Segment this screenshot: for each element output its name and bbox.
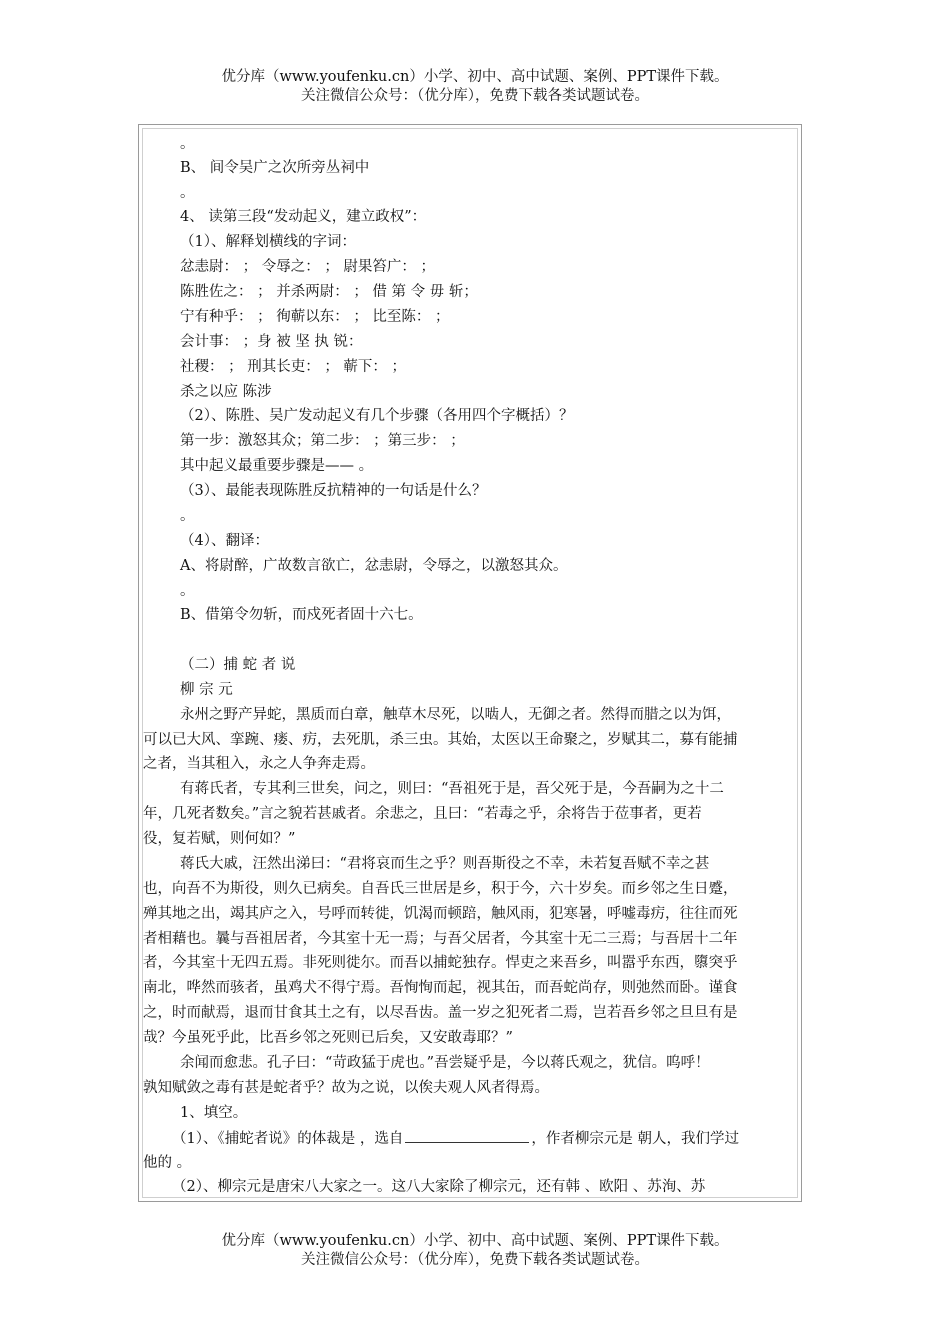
text-line: 忿恚尉： ； 令辱之： ； 尉果笞广： ；: [180, 259, 436, 275]
paragraph-line: 之者，当其租入，永之人争奔走焉。: [143, 756, 375, 772]
text-line: 。: [180, 583, 195, 599]
paragraph-line: 者相藉也。曩与吾祖居者，今其室十无一焉；与吾父居者，今其室十无二三焉；与吾居十二年: [143, 931, 738, 947]
paragraph-line: 年，几死者数矣。”言之貌若甚戚者。余悲之，且曰：“若毒之乎，余将告于莅事者，更若: [143, 806, 702, 822]
text-line: 第一步：激怒其众；第二步： ；第三步： ；: [180, 433, 465, 449]
text-line: 宁有种乎： ； 徇蕲以东： ； 比至陈： ；: [180, 309, 450, 325]
text-line: （3）、最能表现陈胜反抗精神的一句话是什么？: [180, 483, 487, 499]
paragraph-line: 孰知赋敛之毒有甚是蛇者乎？故为之说，以俟夫观人风者得焉。: [143, 1080, 549, 1096]
text-line: A、将尉醉，广故数言欲亡，忿恚尉，令辱之，以激怒其众。: [180, 558, 568, 574]
exercise-heading: 1、填空。: [180, 1105, 248, 1121]
text-line: 。: [180, 508, 195, 524]
article-author: 柳 宗 元: [180, 682, 233, 698]
answer-blank[interactable]: [405, 1128, 529, 1143]
paragraph-line: 永州之野产异蛇，黑质而白章，触草木尽死，以啮人，无御之者。然得而腊之以为饵，: [180, 707, 731, 723]
paragraph-line: 者，今其室十无四五焉。非死则徙尔。而吾以捕蛇独存。悍吏之来吾乡，叫嚣乎东西，隳突乎: [143, 955, 738, 971]
text-line: （2）、陈胜、吴广发动起义有几个步骤（各用四个字概括）？: [180, 408, 574, 424]
paragraph-line: 南北，哗然而骇者，虽鸡犬不得宁焉。吾恂恂而起，视其缶，而吾蛇尚存，则弛然而卧。谨食: [143, 980, 738, 996]
text-line: B、 间令吴广之次所旁丛祠中: [180, 160, 370, 176]
exercise-line: 他的 。: [143, 1155, 192, 1171]
exercise-text: （1）、《捕蛇者说》的体裁是 ，选自: [172, 1131, 404, 1147]
paragraph-line: 殚其地之出，竭其庐之入，号呼而转徙，饥渴而顿踣，触风雨，犯寒暑，呼嘘毒疠，往往而死: [143, 906, 738, 922]
text-line: （4）、翻译：: [180, 533, 269, 549]
paragraph-line: 余闻而愈悲。孔子曰：“苛政猛于虎也。”吾尝疑乎是，今以蒋氏观之，犹信。呜呼！: [180, 1055, 710, 1071]
text-line: 其中起义最重要步骤是—— 。: [180, 458, 374, 474]
paragraph-line: 也，向吾不为斯役，则久已病矣。自吾氏三世居是乡，积于今，六十岁矣。而乡邻之生日蹙，: [143, 881, 738, 897]
header-line-2: 关注微信公众号：（优分库），免费下载各类试题试卷。: [301, 88, 649, 104]
text-line: B、借第令勿斩，而戍死者固十六七。: [180, 607, 423, 623]
text-line: （1）、解释划横线的字词：: [180, 234, 356, 250]
exercise-line: （2）、柳宗元是唐宋八大家之一。这八大家除了柳宗元，还有韩 、欧阳 、苏洵、苏: [172, 1179, 706, 1195]
question-4-heading: 4、 读第三段“发动起义，建立政权”：: [180, 209, 427, 225]
paragraph-line: 役，复若赋，则何如？”: [143, 831, 296, 847]
paragraph-line: 之，时而献焉，退而甘食其土之有，以尽吾齿。盖一岁之犯死者二焉，岂若吾乡邻之旦旦有是: [143, 1005, 738, 1021]
text-line: 。: [180, 185, 195, 201]
footer-line-2: 关注微信公众号：（优分库），免费下载各类试题试卷。: [301, 1252, 649, 1268]
text-line: 陈胜佐之： ； 并杀两尉： ； 借 第 令 毋 斩；: [180, 284, 478, 300]
exercise-line: [172, 1128, 739, 1149]
paragraph-line: 哉？今虽死乎此，比吾乡邻之死则已后矣，又安敢毒耶？”: [143, 1030, 513, 1046]
article-title: （二）捕 蛇 者 说: [180, 657, 296, 673]
paragraph-line: 蒋氏大戚，汪然出涕曰：“君将哀而生之乎？则吾斯役之不幸，未若复吾赋不幸之甚: [180, 856, 710, 872]
text-line: 会计事： ；身 被 坚 执 锐：: [180, 334, 363, 350]
exercise-text: ，作者柳宗元是 朝人，我们学过: [531, 1131, 739, 1147]
paragraph-line: 可以已大风、挛踠、瘘、疠，去死肌，杀三虫。其始，太医以王命聚之，岁赋其二，募有能捕: [143, 732, 738, 748]
footer-line-1: 优分库（www.youfenku.cn）小学、初中、高中试题、案例、PPT课件下载。: [221, 1233, 729, 1249]
paragraph-line: 有蒋氏者，专其利三世矣，问之，则曰：“吾祖死于是，吾父死于是，今吾嗣为之十二: [180, 781, 724, 797]
text-line: 杀之以应 陈涉: [180, 384, 272, 400]
text-line: 社稷： ； 刑其长吏： ； 蕲下： ；: [180, 359, 407, 375]
header-line-1: 优分库（www.youfenku.cn）小学、初中、高中试题、案例、PPT课件下载。: [221, 69, 729, 85]
text-line: 。: [180, 136, 195, 152]
page-footer: [0, 1232, 950, 1270]
